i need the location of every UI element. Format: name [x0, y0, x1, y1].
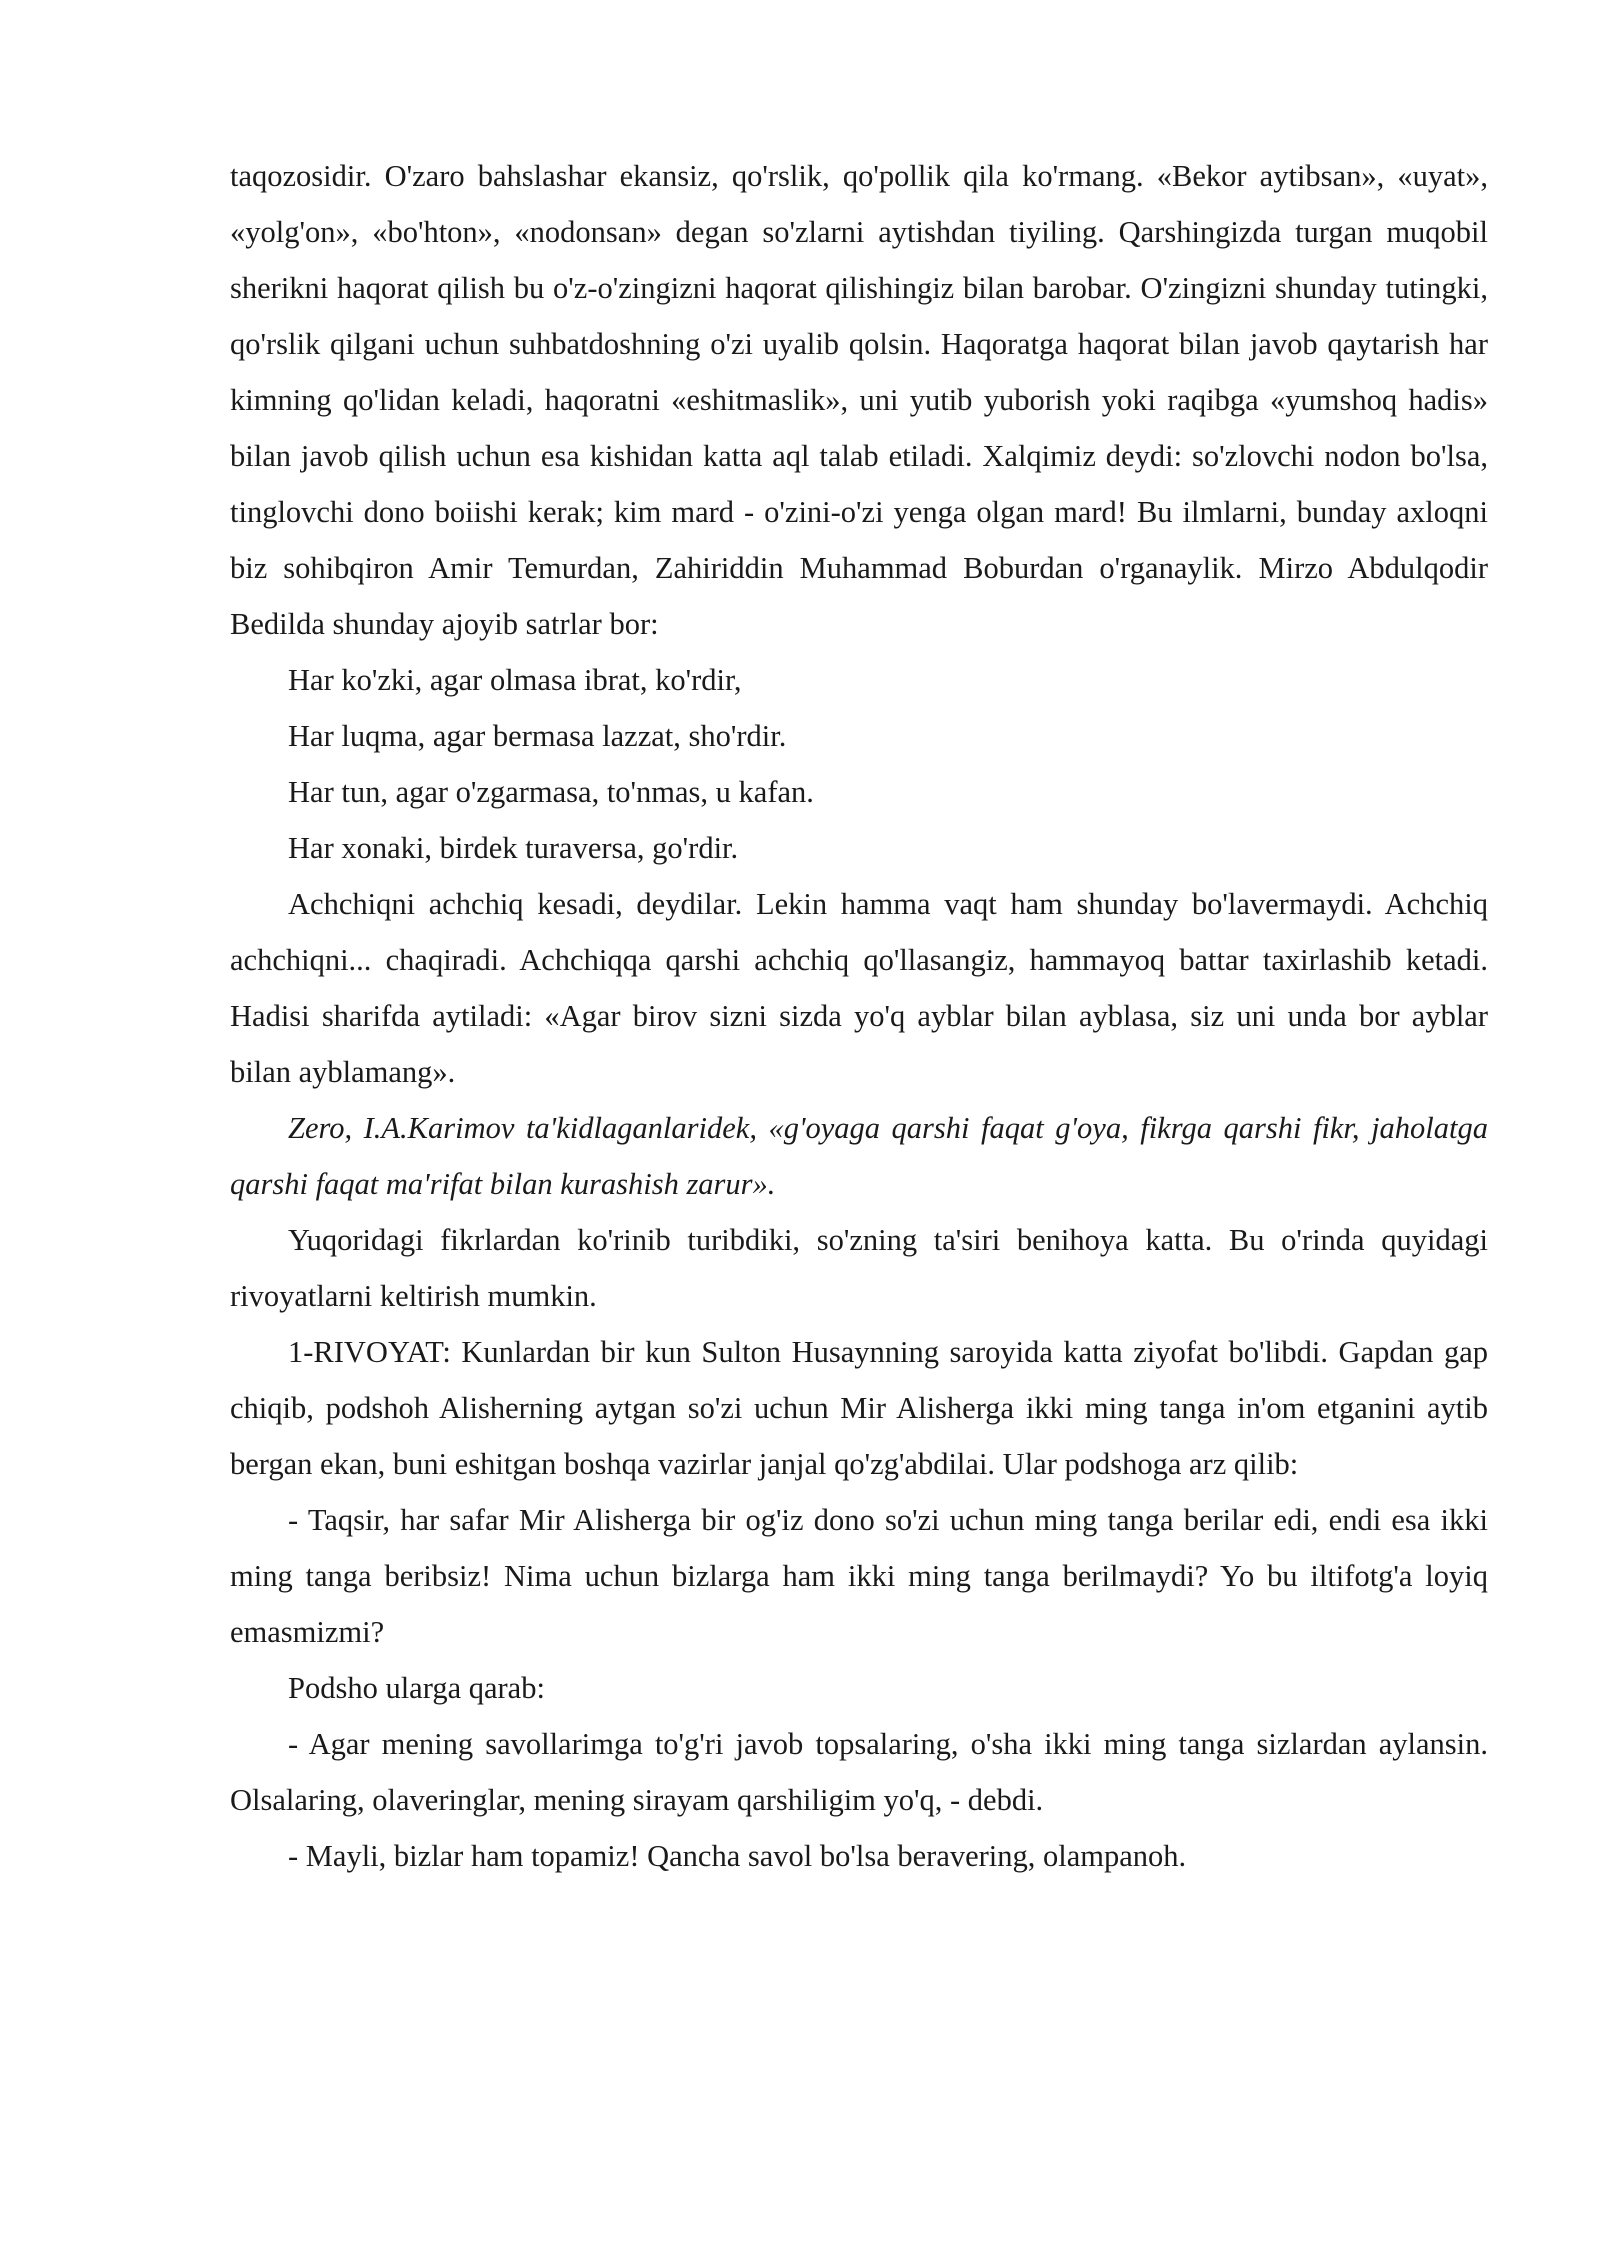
paragraph-intro: taqozosidir. O'zaro bahslashar ekansiz, qo'rslik, qo'pollik qila ko'rmang. «Bekor aytibsan», «uyat», «yolg'on», «bo'hton», «nodonsan» degan so'zlarni aytishdan tiyiling. Qarshingizda turgan muqobil sherikni haqorat qilish bu o'z-o'zingizni haqorat qilishingiz bilan barobar. O'zingizni shunday tutingki, qo'rslik qilgani uchun suhbatdoshning o'zi uyalib qolsin. Haqoratga haqorat bilan javob qaytarish har kimning qo'lidan keladi, haqoratni «eshitmaslik», uni yutib yuborish yoki raqibga «yumshoq hadis» bilan javob qilish uchun esa kishidan katta aql talab etiladi. Xalqimiz deydi: so'zlovchi nodon bo'lsa, tinglovchi dono boiishi kerak; kim mard - o'zini-o'zi yenga olgan mard! Bu ilmlarni, bunday axloqni biz sohibqiron Amir Temurdan, Zahiriddin Muhammad Boburdan o'rganaylik. Mirzo Abdulqodir Bedilda shunday ajoyib satrlar bor:	[230, 159, 1488, 641]
dialogue-line-2: - Agar mening savollarimga to'g'ri javob topsalaring, o'sha ikki ming tanga sizlardan aylansin. Olsalaring, olaveringlar, mening sirayam qarshiligim yo'q, - debdi.	[230, 1727, 1488, 1817]
dialogue-line-3: - Mayli, bizlar ham topamiz! Qancha savol bo'lsa beravering, olampanoh.	[288, 1839, 1187, 1873]
paragraph-achchiq: Achchiqni achchiq kesadi, deydilar. Lekin hamma vaqt ham shunday bo'lavermaydi. Achchiq achchiqni... chaqiradi. Achchiqqa qarshi achchiq qo'llasangiz, hammayoq battar taxirlashib ketadi. Hadisi sharifda aytiladi: «Agar birov sizni sizda yo'q ayblar bilan ayblasa, siz uni unda bor ayblar bilan ayblamang».	[230, 887, 1488, 1089]
verse-line-2: Har luqma, agar bermasa lazzat, sho'rdir.	[288, 719, 787, 753]
verse-line-4: Har xonaki, birdek turaversa, go'rdir.	[288, 831, 739, 865]
paragraph-yuqoridagi: Yuqoridagi fikrlardan ko'rinib turibdiki, so'zning ta'siri benihoya katta. Bu o'rinda quyidagi rivoyatlarni keltirish mumkin.	[230, 1223, 1488, 1313]
paragraph-rivoyat-1: 1-RIVOYAT: Kunlardan bir kun Sulton Husaynning saroyida katta ziyofat bo'libdi. Gapdan gap chiqib, podshoh Alisherning aytgan so'zi uchun Mir Alisherga ikki ming tanga in'om etganini aytib bergan ekan, buni eshitgan boshqa vazirlar janjal qo'zg'abdilai. Ular podshoga arz qilib:	[230, 1335, 1488, 1481]
paragraph-podsho: Podsho ularga qarab:	[288, 1671, 545, 1705]
verse-line-1: Har ko'zki, agar olmasa ibrat, ko'rdir,	[288, 663, 742, 697]
dialogue-line-1: - Taqsir, har safar Mir Alisherga bir og'iz dono so'zi uchun ming tanga berilar edi, endi esa ikki ming tanga beribsiz! Nima uchun bizlarga ham ikki ming tanga berilmaydi? Yo bu iltifotg'a loyiq emasmizmi?	[230, 1503, 1488, 1649]
paragraph-quote: Zero, I.A.Karimov ta'kidlaganlaridek, «g'oyaga qarshi faqat g'oya, fikrga qarshi fikr, jaholatga qarshi faqat ma'rifat bilan kurashish zarur».	[230, 1111, 1488, 1201]
verse-line-3: Har tun, agar o'zgarmasa, to'nmas, u kafan.	[288, 775, 814, 809]
document-page	[230, 148, 1488, 1884]
